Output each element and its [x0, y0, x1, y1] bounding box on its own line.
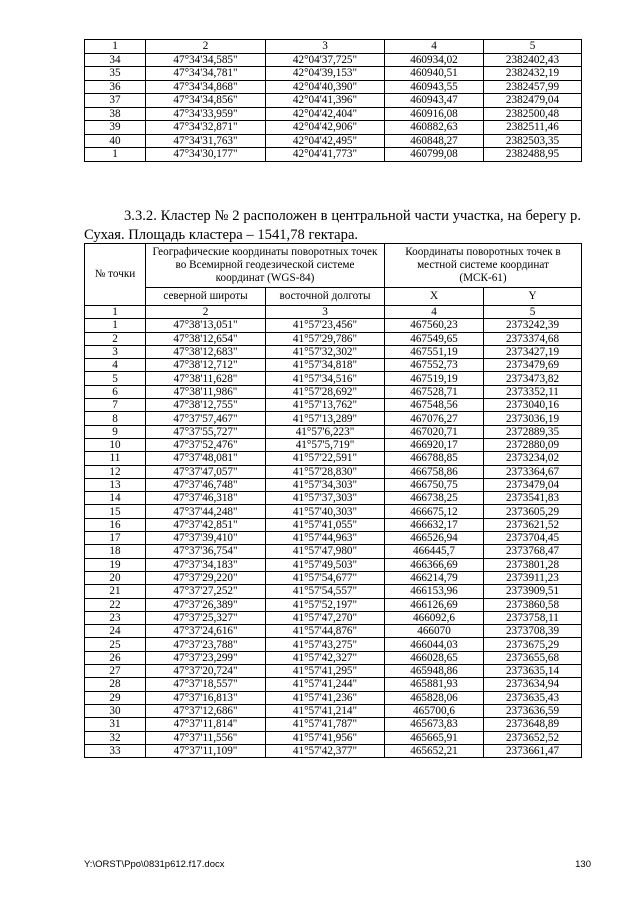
cell-col-5: 2382500,48 [484, 107, 582, 121]
table-row [85, 372, 582, 385]
cell-col-3: 41°57'34,516" [266, 372, 385, 385]
cell-col-5: 2373801,28 [484, 558, 582, 571]
cell-col-4: 465700,6 [385, 704, 484, 717]
cell-col-1: 18 [85, 545, 146, 558]
table-row [85, 452, 582, 465]
cell-col-1: 3 [85, 345, 146, 358]
cell-col-1: 11 [85, 452, 146, 465]
cell-col-4: 460934,02 [385, 53, 484, 67]
cell-col-2: 47°37'42,851" [146, 518, 266, 531]
cell-col-1: 14 [85, 492, 146, 505]
cell-col-5: 2373473,82 [484, 372, 582, 385]
cell-col-5: 2373374,68 [484, 332, 582, 345]
cell-col-1: 38 [85, 107, 146, 121]
cell-col-3: 42°04'40,390" [266, 80, 385, 94]
cell-col-2: 47°38'12,683" [146, 345, 266, 358]
coordinates-table-cluster1-end [84, 39, 582, 162]
cell-col-2: 47°37'34,183" [146, 558, 266, 571]
table-row [85, 518, 582, 531]
cell-col-1: 9 [85, 425, 146, 438]
cell-col-5: 2373364,67 [484, 465, 582, 478]
cell-col-1: 8 [85, 412, 146, 425]
cell-col-5: 2373541,83 [484, 492, 582, 505]
table-row [85, 80, 582, 94]
cell-col-1: 28 [85, 678, 146, 691]
cell-col-1: 21 [85, 585, 146, 598]
cell-col-1: 6 [85, 385, 146, 398]
cell-col-4: 4 [385, 40, 484, 54]
cell-col-2: 47°37'23,788" [146, 638, 266, 651]
cell-col-4: 466044,03 [385, 638, 484, 651]
cell-col-5: 2373661,47 [484, 744, 582, 757]
cell-col-5: 2373704,45 [484, 532, 582, 545]
cell-col-4: 466070 [385, 625, 484, 638]
cell-col-4: 466028,65 [385, 651, 484, 664]
cell-col-4: 460940,51 [385, 67, 484, 81]
table-row [85, 585, 582, 598]
cell-col-4: 466092,6 [385, 611, 484, 624]
cell-col-2: 47°37'11,109" [146, 744, 266, 757]
cell-col-5: 2373634,94 [484, 678, 582, 691]
cell-col-2: 47°38'11,628" [146, 372, 266, 385]
cell-col-2: 47°37'29,220" [146, 571, 266, 584]
cell-col-3: 41°57'40,303" [266, 505, 385, 518]
table-row [85, 744, 582, 757]
cell-col-3: 3 [266, 306, 385, 319]
cell-col-5: 2382503,35 [484, 134, 582, 148]
cell-col-4: 466366,69 [385, 558, 484, 571]
cell-col-2: 47°37'46,748" [146, 478, 266, 491]
column-number-row [85, 40, 582, 54]
table-row [85, 478, 582, 491]
cell-col-4: 467549,65 [385, 332, 484, 345]
cell-col-2: 47°34'30,177" [146, 148, 266, 162]
cell-col-1: 19 [85, 558, 146, 571]
table-row [85, 532, 582, 545]
cell-col-3: 41°57'47,980" [266, 545, 385, 558]
cell-col-2: 47°34'34,585" [146, 53, 266, 67]
cell-col-4: 466445,7 [385, 545, 484, 558]
cell-col-3: 41°57'49,503" [266, 558, 385, 571]
cell-col-1: 32 [85, 731, 146, 744]
cell-col-4: 460882,63 [385, 121, 484, 135]
cell-col-5: 2373768,47 [484, 545, 582, 558]
table-row [85, 438, 582, 451]
cell-col-1: 7 [85, 399, 146, 412]
cell-col-3: 42°04'42,906" [266, 121, 385, 135]
cell-col-4: 4 [385, 306, 484, 319]
cell-col-2: 47°37'11,556" [146, 731, 266, 744]
cell-col-5: 2382479,04 [484, 94, 582, 108]
cell-col-2: 47°37'39,410" [146, 532, 266, 545]
cell-col-3: 41°57'13,289" [266, 412, 385, 425]
cell-col-5: 2373860,58 [484, 598, 582, 611]
cell-col-2: 47°37'55,727" [146, 425, 266, 438]
cell-col-3: 41°57'37,303" [266, 492, 385, 505]
cell-col-4: 467020,71 [385, 425, 484, 438]
cell-col-3: 41°57'54,557" [266, 585, 385, 598]
cell-col-5: 2372880,09 [484, 438, 582, 451]
cell-col-5: 2373708,39 [484, 625, 582, 638]
cell-col-5: 2373911,23 [484, 571, 582, 584]
cell-col-5: 2373675,29 [484, 638, 582, 651]
x-header: X [385, 288, 484, 306]
cell-col-5: 2373605,29 [484, 505, 582, 518]
cell-col-1: 30 [85, 704, 146, 717]
cell-col-2: 47°38'12,712" [146, 359, 266, 372]
cell-col-2: 47°34'31,763" [146, 134, 266, 148]
cell-col-3: 41°57'6,223" [266, 425, 385, 438]
cell-col-4: 465652,21 [385, 744, 484, 757]
cell-col-1: 15 [85, 505, 146, 518]
cell-col-1: 25 [85, 638, 146, 651]
table-row [85, 571, 582, 584]
cell-col-4: 467552,73 [385, 359, 484, 372]
cell-col-4: 465881,93 [385, 678, 484, 691]
cell-col-1: 10 [85, 438, 146, 451]
cell-col-2: 47°34'32,871" [146, 121, 266, 135]
column-number-row [85, 306, 582, 319]
cell-col-3: 41°57'23,456" [266, 319, 385, 332]
page-number: 130 [575, 859, 591, 870]
table-row [85, 638, 582, 651]
cell-col-3: 3 [266, 40, 385, 54]
cell-col-3: 41°57'34,303" [266, 478, 385, 491]
table-row [85, 545, 582, 558]
table-row [85, 704, 582, 717]
cell-col-1: 1 [85, 40, 146, 54]
table-row [85, 465, 582, 478]
table-row [85, 678, 582, 691]
cell-col-5: 2373635,43 [484, 691, 582, 704]
cell-col-1: 1 [85, 148, 146, 162]
cell-col-5: 2382511,46 [484, 121, 582, 135]
cell-col-2: 47°38'13,051" [146, 319, 266, 332]
table-row [85, 107, 582, 121]
cell-col-5: 2382402,43 [484, 53, 582, 67]
cell-col-3: 41°57'28,830" [266, 465, 385, 478]
cell-col-4: 460848,27 [385, 134, 484, 148]
cell-col-3: 41°57'44,963" [266, 532, 385, 545]
cell-col-3: 41°57'41,236" [266, 691, 385, 704]
cell-col-1: 1 [85, 319, 146, 332]
cell-col-1: 35 [85, 67, 146, 81]
cell-col-3: 41°57'41,214" [266, 704, 385, 717]
cell-col-4: 467528,71 [385, 385, 484, 398]
cell-col-3: 42°04'37,725" [266, 53, 385, 67]
cell-col-2: 47°38'12,654" [146, 332, 266, 345]
cell-col-2: 47°37'18,557" [146, 678, 266, 691]
table-row [85, 625, 582, 638]
cell-col-3: 41°57'13,762" [266, 399, 385, 412]
cell-col-1: 2 [85, 332, 146, 345]
cell-col-5: 2373427,19 [484, 345, 582, 358]
cell-col-2: 47°37'11,814" [146, 718, 266, 731]
table-row [85, 399, 582, 412]
cell-col-2: 47°37'20,724" [146, 665, 266, 678]
table-row [85, 385, 582, 398]
cell-col-3: 41°57'41,956" [266, 731, 385, 744]
cell-col-5: 2372889,35 [484, 425, 582, 438]
cell-col-2: 47°37'52,476" [146, 438, 266, 451]
cell-col-4: 465828,06 [385, 691, 484, 704]
cell-col-4: 467560,23 [385, 319, 484, 332]
cell-col-2: 47°38'11,986" [146, 385, 266, 398]
cell-col-4: 467548,56 [385, 399, 484, 412]
cell-col-1: 27 [85, 665, 146, 678]
cell-col-3: 41°57'41,055" [266, 518, 385, 531]
point-number-header: № точки [85, 244, 146, 306]
cell-col-4: 465665,91 [385, 731, 484, 744]
cell-col-4: 465948,86 [385, 665, 484, 678]
cell-col-2: 47°37'16,813" [146, 691, 266, 704]
cell-col-5: 2373636,59 [484, 704, 582, 717]
cell-col-2: 47°38'12,755" [146, 399, 266, 412]
table-row [85, 425, 582, 438]
cell-col-5: 2382488,95 [484, 148, 582, 162]
cluster2-description: 3.3.2. Кластер № 2 расположен в центральной части участка, на берегу р. Сухая. Площадь кластера – 1541,78 гектара. [84, 207, 581, 243]
cell-col-4: 460916,08 [385, 107, 484, 121]
cell-col-1: 20 [85, 571, 146, 584]
cell-col-5: 2373655,68 [484, 651, 582, 664]
cell-col-5: 2373652,52 [484, 731, 582, 744]
cell-col-3: 41°57'29,786" [266, 332, 385, 345]
cell-col-2: 47°34'33,959" [146, 107, 266, 121]
cell-col-3: 41°57'22,591" [266, 452, 385, 465]
cell-col-5: 5 [484, 40, 582, 54]
cell-col-4: 466920,17 [385, 438, 484, 451]
cell-col-2: 47°37'36,754" [146, 545, 266, 558]
cell-col-3: 41°57'54,677" [266, 571, 385, 584]
cell-col-2: 2 [146, 40, 266, 54]
cell-col-1: 31 [85, 718, 146, 731]
cell-col-5: 2373635,14 [484, 665, 582, 678]
cell-col-2: 47°37'12,686" [146, 704, 266, 717]
cell-col-3: 42°04'41,396" [266, 94, 385, 108]
cell-col-3: 41°57'42,377" [266, 744, 385, 757]
cell-col-1: 5 [85, 372, 146, 385]
cell-col-3: 41°57'43,275" [266, 638, 385, 651]
cell-col-2: 47°37'25,327" [146, 611, 266, 624]
cell-col-4: 460943,55 [385, 80, 484, 94]
cell-col-1: 37 [85, 94, 146, 108]
cell-col-3: 42°04'42,495" [266, 134, 385, 148]
cell-col-1: 4 [85, 359, 146, 372]
table-row [85, 691, 582, 704]
table-row [85, 332, 582, 345]
cell-col-4: 466126,69 [385, 598, 484, 611]
cell-col-1: 40 [85, 134, 146, 148]
cell-col-5: 2373242,39 [484, 319, 582, 332]
file-path: Y:\ORST\Ppo\0831p612.f17.docx [84, 859, 225, 870]
table-row [85, 731, 582, 744]
table-row [85, 651, 582, 664]
cell-col-4: 466632,17 [385, 518, 484, 531]
cell-col-3: 41°57'41,295" [266, 665, 385, 678]
cell-col-3: 42°04'39,153" [266, 67, 385, 81]
cell-col-2: 47°34'34,856" [146, 94, 266, 108]
cell-col-1: 1 [85, 306, 146, 319]
cell-col-2: 47°37'46,318" [146, 492, 266, 505]
cell-col-4: 466153,96 [385, 585, 484, 598]
local-coords-header: Координаты поворотных точек в местной системе координат (МСК-61) [385, 244, 582, 288]
cell-col-4: 466750,75 [385, 478, 484, 491]
geo-coords-header: Географические координаты поворотных точек во Всемирной геодезической системе координат (WGS-84) [146, 244, 385, 288]
cell-col-2: 47°37'23,299" [146, 651, 266, 664]
cell-col-2: 47°37'26,389" [146, 598, 266, 611]
cell-col-1: 23 [85, 611, 146, 624]
table2-body [85, 319, 582, 758]
table-row [85, 94, 582, 108]
cell-col-5: 2373909,51 [484, 585, 582, 598]
cell-col-3: 41°57'32,302" [266, 345, 385, 358]
y-header: Y [484, 288, 582, 306]
table-row [85, 412, 582, 425]
cell-col-1: 13 [85, 478, 146, 491]
cell-col-3: 42°04'41,773" [266, 148, 385, 162]
cell-col-4: 460799,08 [385, 148, 484, 162]
cell-col-5: 2373758,11 [484, 611, 582, 624]
cell-col-5: 2373479,04 [484, 478, 582, 491]
cell-col-4: 466788,85 [385, 452, 484, 465]
cell-col-4: 466214,79 [385, 571, 484, 584]
cell-col-3: 41°57'44,876" [266, 625, 385, 638]
table1-body [85, 40, 582, 162]
latitude-header: северной широты [146, 288, 266, 306]
longitude-header: восточной долготы [266, 288, 385, 306]
cell-col-5: 2373621,52 [484, 518, 582, 531]
cell-col-1: 16 [85, 518, 146, 531]
cell-col-5: 5 [484, 306, 582, 319]
table-row [85, 718, 582, 731]
cell-col-4: 466675,12 [385, 505, 484, 518]
cell-col-1: 17 [85, 532, 146, 545]
cell-col-1: 33 [85, 744, 146, 757]
cell-col-4: 466758,86 [385, 465, 484, 478]
table-row [85, 505, 582, 518]
table-row [85, 558, 582, 571]
cell-col-1: 29 [85, 691, 146, 704]
cell-col-3: 41°57'52,197" [266, 598, 385, 611]
table-row [85, 53, 582, 67]
table-row [85, 148, 582, 162]
cell-col-3: 41°57'28,692" [266, 385, 385, 398]
table-row [85, 665, 582, 678]
cell-col-2: 47°37'48,081" [146, 452, 266, 465]
cell-col-2: 47°37'44,248" [146, 505, 266, 518]
table2-header [85, 244, 582, 319]
coordinates-table-cluster2 [84, 243, 582, 758]
cell-col-1: 22 [85, 598, 146, 611]
cell-col-4: 466526,94 [385, 532, 484, 545]
cell-col-3: 41°57'47,270" [266, 611, 385, 624]
cell-col-4: 467076,27 [385, 412, 484, 425]
table-row [85, 492, 582, 505]
cell-col-3: 41°57'41,787" [266, 718, 385, 731]
cell-col-5: 2382432,19 [484, 67, 582, 81]
cell-col-2: 47°37'57,467" [146, 412, 266, 425]
cell-col-1: 34 [85, 53, 146, 67]
table-row [85, 598, 582, 611]
cell-col-2: 47°37'27,252" [146, 585, 266, 598]
table-row [85, 319, 582, 332]
cell-col-4: 460943,47 [385, 94, 484, 108]
cell-col-1: 36 [85, 80, 146, 94]
cell-col-4: 465673,83 [385, 718, 484, 731]
cell-col-3: 42°04'42,404" [266, 107, 385, 121]
table-row [85, 345, 582, 358]
table-row [85, 121, 582, 135]
cell-col-5: 2373040,16 [484, 399, 582, 412]
cell-col-4: 467519,19 [385, 372, 484, 385]
cell-col-3: 41°57'5,719" [266, 438, 385, 451]
cell-col-1: 12 [85, 465, 146, 478]
table-row [85, 611, 582, 624]
cell-col-2: 2 [146, 306, 266, 319]
cell-col-2: 47°34'34,781" [146, 67, 266, 81]
cell-col-5: 2373648,89 [484, 718, 582, 731]
cell-col-5: 2373352,11 [484, 385, 582, 398]
cell-col-1: 24 [85, 625, 146, 638]
cell-col-5: 2373234,02 [484, 452, 582, 465]
cell-col-5: 2382457,99 [484, 80, 582, 94]
cell-col-2: 47°37'24,616" [146, 625, 266, 638]
cell-col-3: 41°57'42,327" [266, 651, 385, 664]
cell-col-4: 466738,25 [385, 492, 484, 505]
cell-col-5: 2373479,69 [484, 359, 582, 372]
table-row [85, 134, 582, 148]
cell-col-3: 41°57'41,244" [266, 678, 385, 691]
table-row [85, 359, 582, 372]
cell-col-4: 467551,19 [385, 345, 484, 358]
cell-col-2: 47°37'47,057" [146, 465, 266, 478]
cell-col-5: 2373036,19 [484, 412, 582, 425]
table-row [85, 67, 582, 81]
cell-col-3: 41°57'34,818" [266, 359, 385, 372]
cell-col-2: 47°34'34,868" [146, 80, 266, 94]
cell-col-1: 39 [85, 121, 146, 135]
cell-col-1: 26 [85, 651, 146, 664]
